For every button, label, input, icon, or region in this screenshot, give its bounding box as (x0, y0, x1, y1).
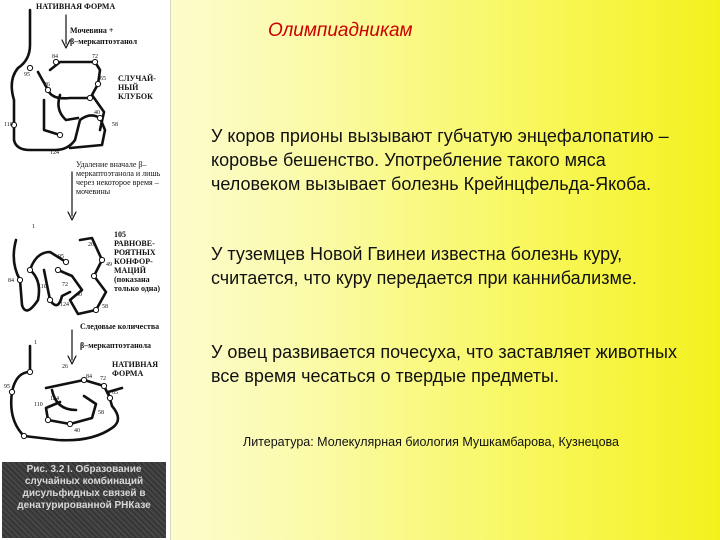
paragraph-kuru: У туземцев Новой Гвинеи известна болезнь куру, считается, что куру передается при каннибализме. (211, 244, 637, 288)
residue-number: 26 (88, 242, 94, 248)
label-removal: Удаление вначале β–меркаптоэтанола и лишь через некоторое время – мочевины (76, 160, 161, 196)
figure-caption: Рис. 3.2 I. Образование случайных комбинаций дисульфидных связей в денатурированной РНКазе (2, 462, 166, 538)
residue-number: 110 (34, 402, 43, 408)
figure-panel (0, 0, 171, 540)
residue-number: 72 (62, 282, 68, 288)
residue-number: 72 (100, 376, 106, 382)
label-equiprobable: 105 РАВНОВЕ-РОЯТНЫХ КОНФОР-МАЦИЙ (показана только одна) (114, 230, 161, 293)
residue-number: 58 (98, 410, 104, 416)
residue-number: 84 (86, 374, 92, 380)
residue-number: 110 (38, 284, 47, 290)
paragraph-scrapie: У овец развивается почесуха, что заставляет животных все время чесаться о твердые предметы. (211, 342, 677, 386)
label-native-top: НАТИВНАЯ ФОРМА (36, 2, 116, 11)
residue-number: 95 (58, 254, 64, 260)
residue-number: 49 (106, 262, 112, 268)
residue-number: 26 (62, 364, 68, 370)
label-mercaptoethanol-1: β–меркаптоэтанол (70, 37, 138, 46)
residue-number: 95 (4, 384, 10, 390)
residue-number: 65 (112, 390, 118, 396)
residue-number: 84 (8, 278, 14, 284)
paragraph-cows: У коров прионы вызывают губчатую энцефалопатию – коровье бешенство. Употребление такого мяса человеком вызывает болезнь Крейнцфельда-Якоба. (211, 126, 669, 194)
residue-number: 65 (100, 76, 106, 82)
label-trace-amounts: Следовые количества (80, 322, 160, 331)
residue-number: 58 (112, 122, 118, 128)
label-mercaptoethanol-2: β–меркаптоэтанола (80, 341, 152, 350)
label-native-bottom: НАТИВНАЯ ФОРМА (112, 360, 158, 378)
residue-number: 124 (60, 302, 69, 308)
residue-number: 110 (4, 122, 13, 128)
literature-reference: Литература: Молекулярная биология Мушкамбарова, Кузнецова (243, 435, 619, 449)
residue-number: 95 (24, 72, 30, 78)
residue-number: 84 (52, 54, 58, 60)
residue-number: 124 (50, 150, 59, 156)
residue-number: 1 (32, 224, 35, 230)
label-urea: Мочевина + (70, 26, 114, 35)
slide-title: Олимпиадникам (268, 20, 413, 41)
residue-number: 124 (50, 396, 59, 402)
label-random-coil: СЛУЧАЙ-НЫЙ КЛУБОК (118, 74, 156, 101)
residue-number: 72 (92, 54, 98, 60)
residue-number: 26 (44, 82, 50, 88)
residue-number: 40 (94, 110, 100, 116)
residue-number: 1 (34, 340, 37, 346)
residue-number: 40 (74, 428, 80, 434)
residue-number: 58 (102, 304, 108, 310)
residue-number: 40 (76, 292, 82, 298)
